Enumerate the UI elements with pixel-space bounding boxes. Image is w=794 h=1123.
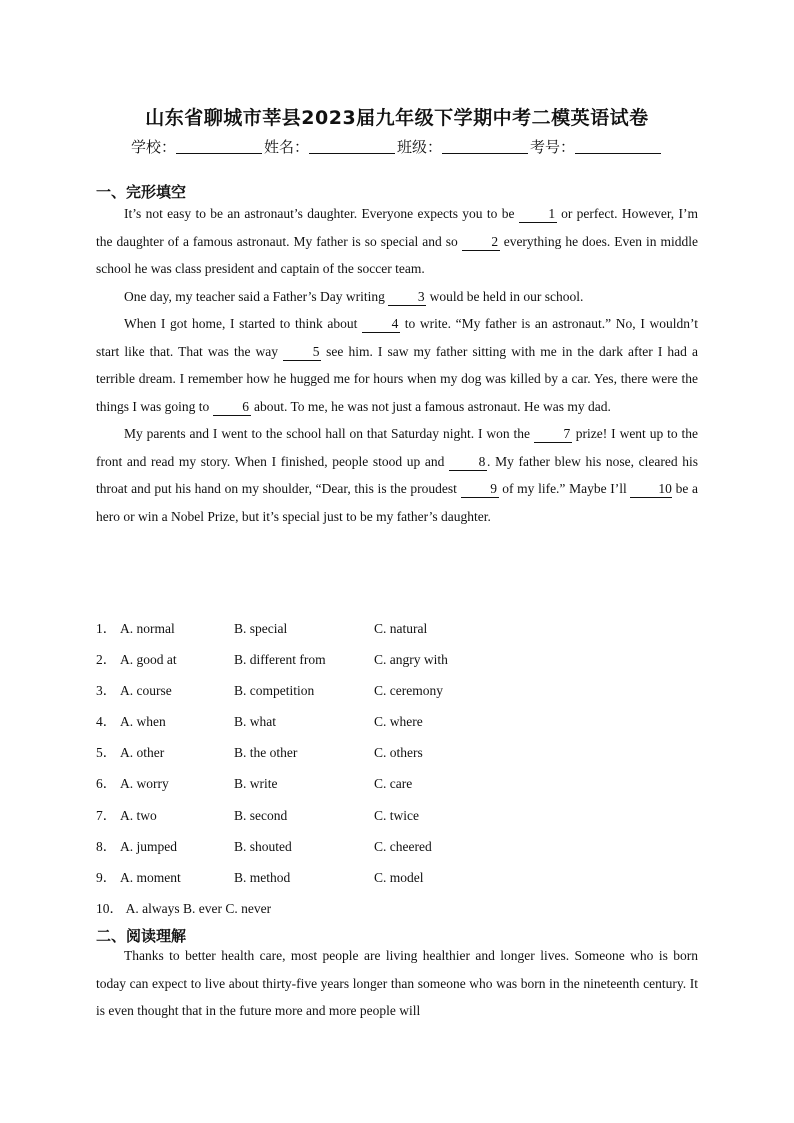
option-b[interactable]: B. shouted: [234, 838, 292, 854]
cloze-paragraph: [96, 283, 698, 311]
option-c[interactable]: C. natural: [374, 621, 428, 636]
passage-text: everything he does. Even in middle school he was class president and captain of the soccer team.: [96, 233, 698, 276]
option-b[interactable]: B. different from: [234, 652, 326, 668]
section-heading-reading: 二、阅读理解: [96, 927, 187, 945]
option-a[interactable]: A. good at: [120, 652, 177, 668]
question-number: 6．: [96, 776, 117, 792]
passage-text: One day, my teacher said a Father’s Day writing: [124, 288, 389, 304]
cloze-paragraph: [96, 310, 698, 420]
question-10-options[interactable]: 10． A. always B. ever C. never: [96, 900, 272, 916]
school-label: 学校：: [130, 138, 176, 156]
option-row: [96, 773, 696, 804]
option-a[interactable]: A. moment: [120, 869, 181, 885]
option-a[interactable]: A. course: [120, 683, 172, 699]
name-blank[interactable]: [309, 139, 395, 154]
question-number: 9．: [96, 869, 117, 885]
passage-text: . My father blew his nose, cleared his throat and put his hand on my shoulder, “Dear, this is the proudest: [96, 453, 699, 496]
option-c[interactable]: C. care: [374, 776, 413, 792]
question-number: 2．: [96, 652, 117, 668]
passage-text: see him. I saw my father sitting with me in the dark after I had a terrible dream. I remember how he hugged me for hours when my dog was killed by a car. Yes, there were the things I was going to: [96, 343, 698, 414]
option-b[interactable]: B. method: [234, 869, 291, 885]
option-a[interactable]: A. jumped: [120, 838, 177, 854]
option-c[interactable]: C. model: [374, 869, 424, 885]
passage-text: or perfect. However, I’m the daughter of a famous astronaut. My father is so special and so: [96, 206, 698, 249]
passage-text: to write. “My father is an astronaut.” No, I wouldn’t start like that. That was the way: [96, 316, 698, 359]
blank-2: 2: [462, 234, 500, 251]
option-b[interactable]: B. the other: [234, 745, 298, 761]
option-a[interactable]: A. normal: [120, 621, 175, 636]
passage-text: My parents and I went to the school hall on that Saturday night. I won the: [124, 426, 534, 441]
passage-text: It’s not easy to be an astronaut’s daughter. Everyone expects you to be: [124, 206, 519, 221]
question-number: 5．: [96, 745, 117, 761]
option-c[interactable]: C. cheered: [374, 838, 432, 854]
question-number: 3．: [96, 683, 117, 699]
option-a[interactable]: A. worry: [120, 776, 169, 792]
option-c[interactable]: C. ceremony: [374, 683, 443, 699]
blank-4: 4: [362, 316, 400, 333]
option-a[interactable]: A. when: [120, 714, 166, 730]
options-list: [96, 618, 696, 929]
option-row: [96, 805, 696, 836]
name-label: 姓名：: [263, 138, 309, 156]
blank-1: 1: [519, 206, 557, 223]
student-info-line: [0, 136, 794, 157]
option-b[interactable]: B. competition: [234, 683, 315, 699]
passage-text: When I got home, I started to think about: [124, 316, 363, 331]
option-row: [96, 836, 696, 867]
number-label: 考号：: [530, 138, 576, 156]
passage-text: prize! I went up to the front and read my story. When I finished, people stood up and: [96, 426, 698, 469]
option-row: [96, 680, 696, 711]
section-heading-cloze: 一、完形填空: [96, 183, 187, 201]
blank-6: 6: [213, 399, 251, 416]
option-a[interactable]: A. two: [120, 807, 157, 823]
option-row: [96, 649, 696, 680]
blank-9: 9: [461, 481, 499, 498]
passage-text: be a hero or win a Nobel Prize, but it’s special just to be my father’s daughter.: [96, 481, 698, 524]
option-c[interactable]: C. where: [374, 714, 423, 730]
option-b[interactable]: B. second: [234, 807, 288, 823]
option-c[interactable]: C. twice: [374, 807, 419, 823]
passage-text: about. To me, he was not just a famous astronaut. He was my dad.: [250, 398, 611, 414]
school-blank[interactable]: [176, 139, 262, 154]
passage-text: would be held in our school.: [426, 288, 584, 304]
option-c[interactable]: C. angry with: [374, 652, 448, 668]
class-blank[interactable]: [442, 139, 528, 154]
option-row: [96, 618, 696, 649]
question-number: 1．: [96, 621, 117, 636]
option-c[interactable]: C. others: [374, 745, 423, 761]
question-number: 8．: [96, 838, 117, 854]
cloze-paragraph: [96, 420, 698, 530]
blank-7: 7: [534, 426, 572, 443]
option-b[interactable]: B. special: [234, 621, 288, 636]
question-number: 7．: [96, 807, 117, 823]
blank-10: 10: [630, 481, 672, 498]
reading-passage: [96, 942, 698, 1025]
reading-paragraph: Thanks to better health care, most people are living healthier and longer lives. Someone who is born today can expect to live about thirty-five years longer than someone who was born in the nineteenth century. It is even thought that in the future more and more people will: [96, 948, 698, 1018]
blank-5: 5: [283, 344, 321, 361]
option-row: [96, 867, 696, 898]
option-row: [96, 742, 696, 773]
number-blank[interactable]: [575, 139, 661, 154]
cloze-paragraph: [96, 200, 698, 283]
exam-title: 山东省聊城市莘县2023届九年级下学期中考二模英语试卷: [145, 107, 649, 129]
cloze-passage: [96, 200, 698, 530]
question-number: 4．: [96, 714, 117, 730]
passage-text: of my life.” Maybe I’ll: [498, 481, 631, 496]
option-b[interactable]: B. what: [234, 714, 276, 730]
option-b[interactable]: B. write: [234, 776, 278, 792]
blank-8: 8: [449, 454, 487, 471]
class-label: 班级：: [397, 138, 443, 156]
option-a[interactable]: A. other: [120, 745, 165, 761]
blank-3: 3: [388, 289, 426, 306]
option-row: [96, 711, 696, 742]
